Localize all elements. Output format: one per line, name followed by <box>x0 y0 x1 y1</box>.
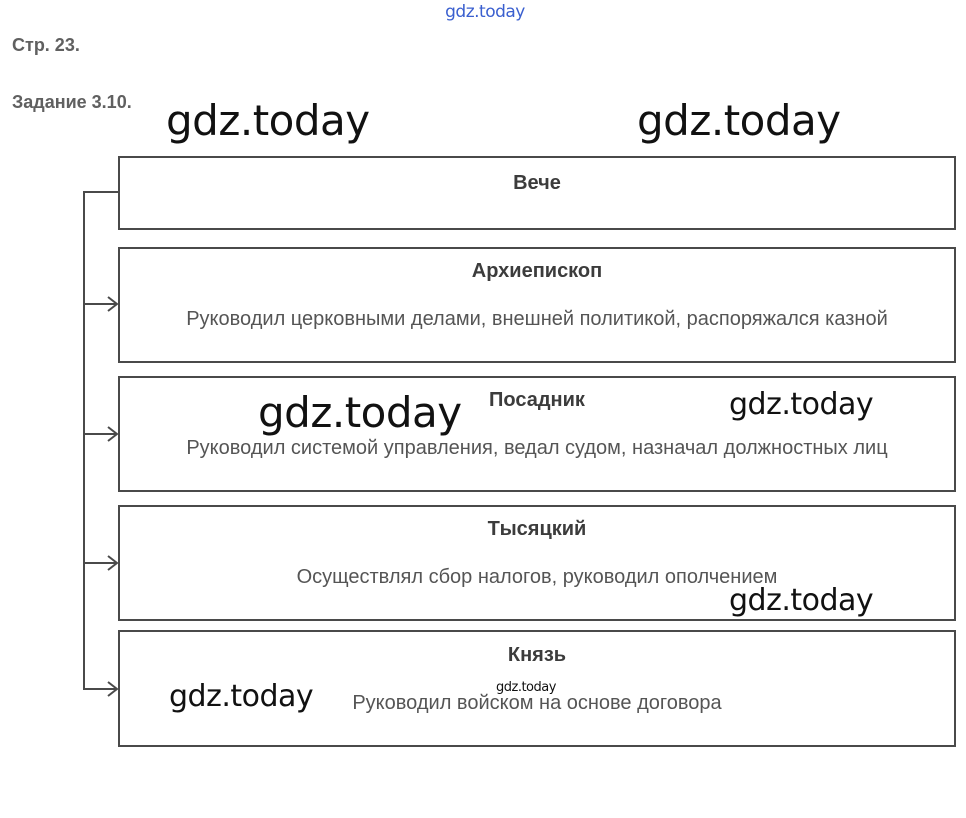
box-veche-title: Вече <box>513 172 561 194</box>
task-label: Задание 3.10. <box>12 92 132 112</box>
box-posadnik-description: Руководил системой управления, ведал судом, назначал должностных лиц <box>186 437 888 459</box>
box-tysyatsky-title: Тысяцкий <box>487 518 587 540</box>
watermark: gdz.today <box>729 583 874 618</box>
arrow-to-posadnik <box>84 427 117 441</box>
watermark: gdz.today <box>258 388 462 437</box>
box-prince-title: Князь <box>507 644 567 666</box>
arrow-to-prince <box>84 682 117 696</box>
watermark: gdz.today <box>637 96 841 145</box>
arrow-to-archbishop <box>84 297 117 311</box>
watermark: gdz.today <box>729 387 874 422</box>
watermark: gdz.today <box>496 680 556 695</box>
box-posadnik-title: Посадник <box>489 389 585 411</box>
watermark: gdz.today <box>169 679 314 714</box>
box-archbishop <box>118 247 956 363</box>
arrow-to-tysyatsky <box>84 556 117 570</box>
watermark-top: gdz.today <box>445 2 525 22</box>
watermark: gdz.today <box>166 96 370 145</box>
box-tysyatsky-description: Осуществлял сбор налогов, руководил ополчением <box>296 566 778 588</box>
box-archbishop-description: Руководил церковными делами, внешней политикой, распоряжался казной <box>186 308 888 330</box>
box-archbishop-title: Архиепископ <box>471 260 603 282</box>
box-veche <box>118 156 956 230</box>
box-prince-description: Руководил войском на основе договора <box>352 692 722 714</box>
page-label: Стр. 23. <box>12 35 80 55</box>
